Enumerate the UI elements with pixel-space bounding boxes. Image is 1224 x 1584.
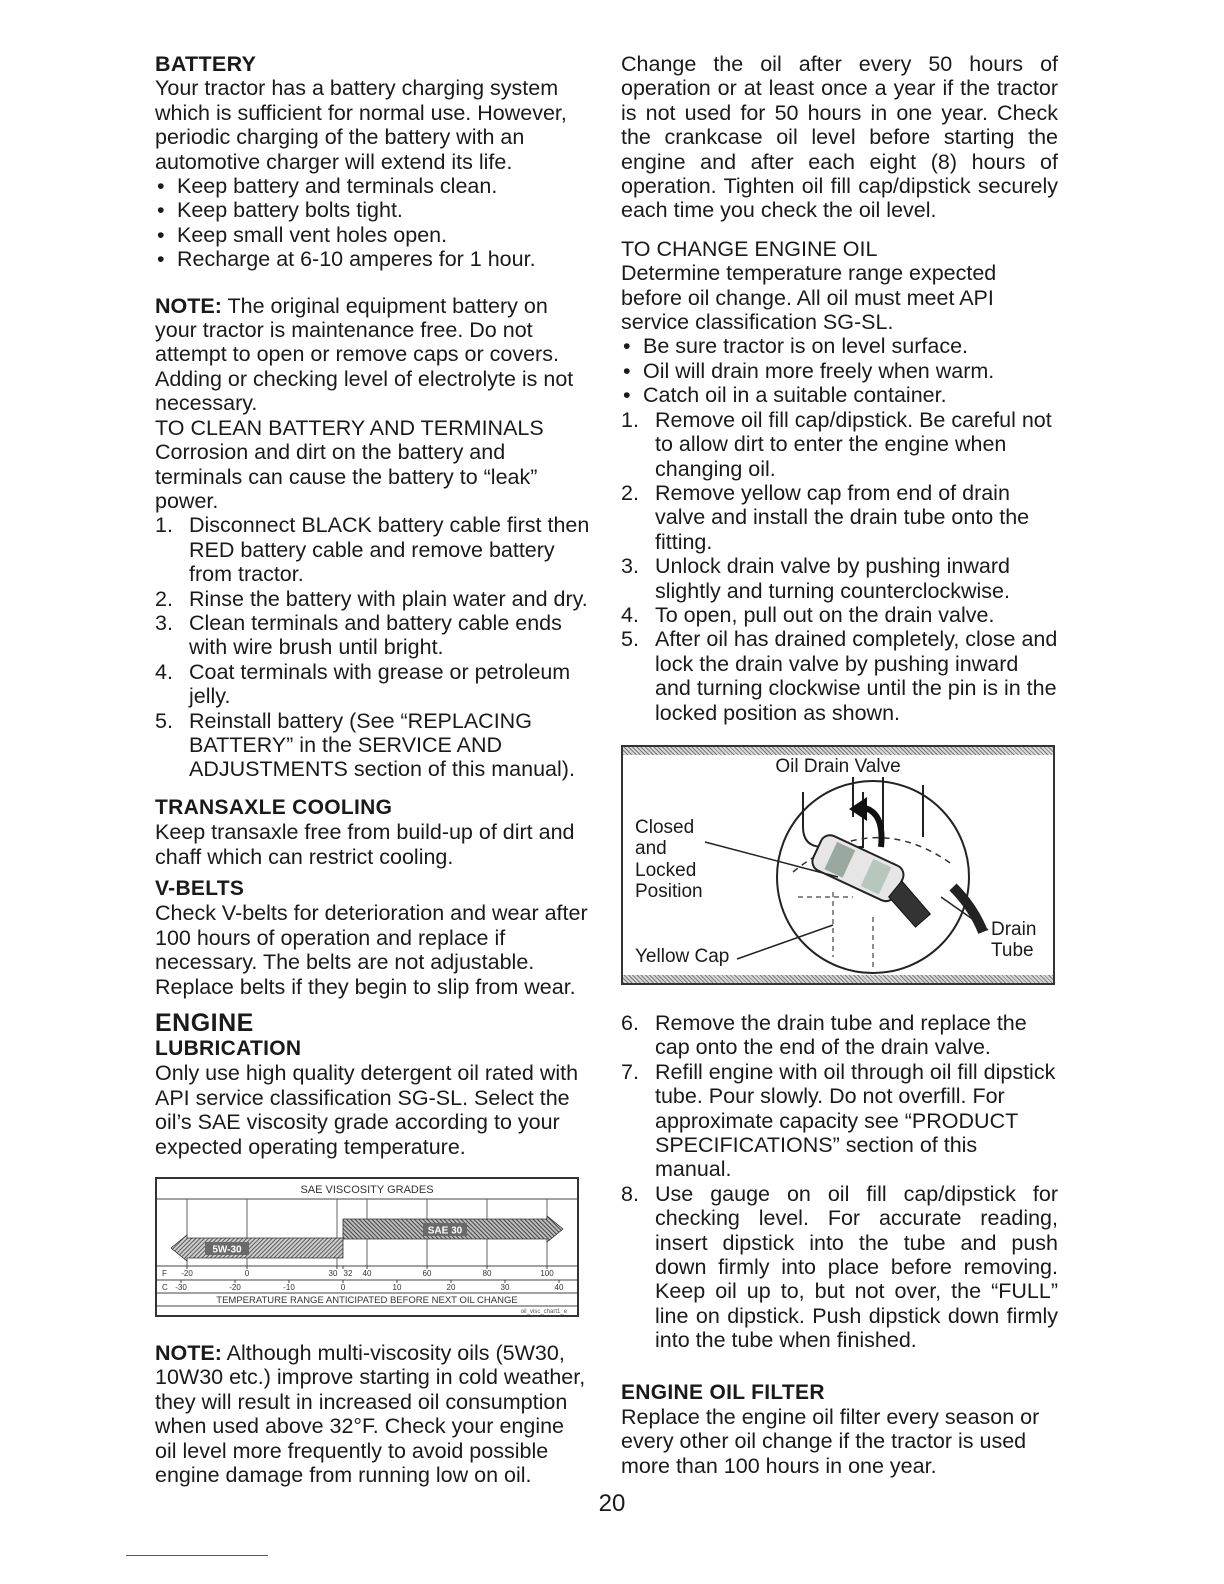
left-column xyxy=(155,52,590,1488)
list-item: 4. To open, pull out on the drain valve. xyxy=(621,602,995,627)
bar-label: SAE 30 xyxy=(427,1225,463,1237)
battery-bullets xyxy=(155,174,590,272)
list-item: 8. Use gauge on oil fill cap/dipstick for checking level. For accurate reading, insert dipstick into the tube and push down firmly into place before removing. Keep oil up to, but not over, the “FULL” line on dipstick. Push dipstick down firmly into the tube when finished. xyxy=(621,1181,1058,1353)
note-text: Although multi-viscosity oils (5W30, 10W30 etc.) improve starting in cold weather, they will result in increased oil consumption when used above 32°F. Check your engine oil level more frequently to avoid possible engine damage from running low on oil. xyxy=(155,1341,586,1488)
list-item: 7. Refill engine with oil through oil fill dipstick tube. Pour slowly. Do not overfill. For approximate capacity see “PRODUCT SPECIFICATIONS” section of this manual. xyxy=(621,1059,1056,1182)
c-tick-label: -20 xyxy=(229,1283,241,1293)
list-item: • Keep small vent holes open. xyxy=(155,223,590,247)
clean-battery-heading: TO CLEAN BATTERY AND TERMINALS xyxy=(155,415,544,440)
list-item: 4. Coat terminals with grease or petroleum jelly. xyxy=(155,659,571,709)
f-tick-label: 80 xyxy=(482,1269,492,1279)
list-item: 5. Reinstall battery (See “REPLACING BATTERY” in the SERVICE AND ADJUSTMENTS section of this manual). xyxy=(155,708,575,782)
page-number: 20 xyxy=(598,1490,626,1517)
f-tick-label: 0 xyxy=(244,1269,250,1279)
c-scale-label: C xyxy=(162,1283,168,1293)
f-tick-label: 100 xyxy=(540,1269,554,1279)
list-item: 2. Remove yellow cap from end of drain valve and install the drain tube onto the fitting. xyxy=(621,480,1030,554)
c-tick-label: 40 xyxy=(554,1283,564,1293)
list-item: • Keep battery and terminals clean. xyxy=(155,174,590,198)
list-item: 6. Remove the drain tube and replace the cap onto the end of the drain valve. xyxy=(621,1010,1027,1060)
sae-chart-svg xyxy=(157,1179,577,1315)
transaxle-heading: TRANSAXLE COOLING xyxy=(155,795,393,819)
list-item: • Keep battery bolts tight. xyxy=(155,198,590,222)
footer-rule xyxy=(126,1555,268,1556)
f-tick-label: 60 xyxy=(422,1269,432,1279)
bar-label: 5W-30 xyxy=(212,1244,242,1256)
vbelts-heading: V-BELTS xyxy=(155,877,245,900)
oil-change-intro: Change the oil after every 50 hours of operation or at least once a year if the tractor is not used for 50 hours in one year. Check the crankcase oil level before starting the engine and after each eight (8) hours of operation. Tighten oil fill cap/dipstick securely each time you check the oil level. xyxy=(621,52,1058,223)
sae-bar-5w-30 xyxy=(171,1235,343,1261)
label-closed-locked: Closed and Locked Position xyxy=(635,816,703,903)
list-item: • Recharge at 6-10 amperes for 1 hour. xyxy=(155,247,590,271)
engine-heading: ENGINE xyxy=(155,1009,254,1038)
lubrication-heading: LUBRICATION xyxy=(155,1037,302,1061)
list-item: 1. Remove oil fill cap/dipstick. Be careful not to allow dirt to enter the engine when changing oil. xyxy=(621,407,1052,481)
clean-battery-intro: Corrosion and dirt on the battery and terminals can cause the battery to “leak” power. xyxy=(155,440,538,513)
battery-note xyxy=(155,294,590,416)
note-text: The original equipment battery on your tractor is maintenance free. Do not attempt to open or remove caps or covers. Adding or checking level of electrolyte is not necessary. xyxy=(155,293,574,416)
sae-viscosity-chart xyxy=(155,1177,579,1317)
transaxle-text: Keep transaxle free from build-up of dirt and chaff which can restrict cooling. xyxy=(155,820,575,869)
chart-xlabel: TEMPERATURE RANGE ANTICIPATED BEFORE NEXT OIL CHANGE xyxy=(216,1295,518,1307)
engine-note xyxy=(155,1341,590,1487)
list-item: • Catch oil in a suitable container. xyxy=(621,383,1058,407)
note-label: NOTE: xyxy=(155,1341,222,1366)
change-oil-pre: Determine temperature range expected before oil change. All oil must meet API service classification SG-SL. xyxy=(621,261,997,335)
change-oil-bullets xyxy=(621,334,1058,407)
chart-footnote: oil_visc_chart1_e xyxy=(520,1309,567,1316)
c-tick-label: 0 xyxy=(340,1283,346,1293)
vbelts-text: Check V-belts for deterioration and wear after 100 hours of operation and replace if necessary. The belts are not adjustable. Replace belts if they begin to slip from wear. xyxy=(155,901,588,999)
change-oil-heading: TO CHANGE ENGINE OIL xyxy=(621,236,878,261)
lubrication-text: Only use high quality detergent oil rated with API service classification SG-SL. Select the oil’s SAE viscosity grade according to your expected operating temperature. xyxy=(155,1061,579,1159)
chart-title: SAE VISCOSITY GRADES xyxy=(300,1184,434,1197)
f-scale-label: F xyxy=(162,1269,167,1279)
list-item: 3. Clean terminals and battery cable ends with wire brush until bright. xyxy=(155,610,562,660)
list-item: 2. Rinse the battery with plain water and dry. xyxy=(155,586,588,611)
figure-title: Oil Drain Valve xyxy=(775,755,901,777)
f-tick-label: -20 xyxy=(181,1269,193,1279)
change-oil-steps-2 xyxy=(621,1011,1058,1353)
list-item: 5. After oil has drained completely, close and lock the drain valve by pushing inward and turning clockwise until the pin is in the locked position as shown. xyxy=(621,627,1058,725)
battery-intro: Your tractor has a battery charging system which is sufficient for normal use. However, periodic charging of the battery with an automotive charger will extend its life. xyxy=(155,76,567,174)
c-tick-label: 10 xyxy=(392,1283,402,1293)
label-yellow-cap: Yellow Cap xyxy=(635,945,730,967)
c-tick-label: 20 xyxy=(446,1283,456,1293)
c-tick-label: -30 xyxy=(175,1283,187,1293)
list-item: • Oil will drain more freely when warm. xyxy=(621,359,1058,383)
right-column xyxy=(621,52,1058,1478)
list-item: 1. Disconnect BLACK battery cable first then RED battery cable and remove battery from tractor. xyxy=(155,513,590,587)
label-drain-tube: Drain Tube xyxy=(991,918,1037,962)
battery-heading: BATTERY xyxy=(155,52,257,76)
c-tick-label: -10 xyxy=(283,1283,295,1293)
f-tick-label: 30 xyxy=(328,1269,338,1279)
oil-filter-text: Replace the engine oil filter every season or every other oil change if the tractor is used more than 100 hours in one year. xyxy=(621,1405,1040,1478)
change-oil-steps xyxy=(621,408,1058,725)
oil-filter-heading: ENGINE OIL FILTER xyxy=(621,1380,825,1404)
c-tick-label: 30 xyxy=(500,1283,510,1293)
f-tick-label: 32 xyxy=(343,1269,353,1279)
clean-battery-steps xyxy=(155,513,590,781)
list-item: • Be sure tractor is on level surface. xyxy=(621,334,1058,358)
list-item: 3. Unlock drain valve by pushing inward slightly and turning counterclockwise. xyxy=(621,554,1010,603)
f-tick-label: 40 xyxy=(362,1269,372,1279)
oil-drain-valve-figure xyxy=(621,745,1055,985)
note-label: NOTE: xyxy=(155,293,222,318)
